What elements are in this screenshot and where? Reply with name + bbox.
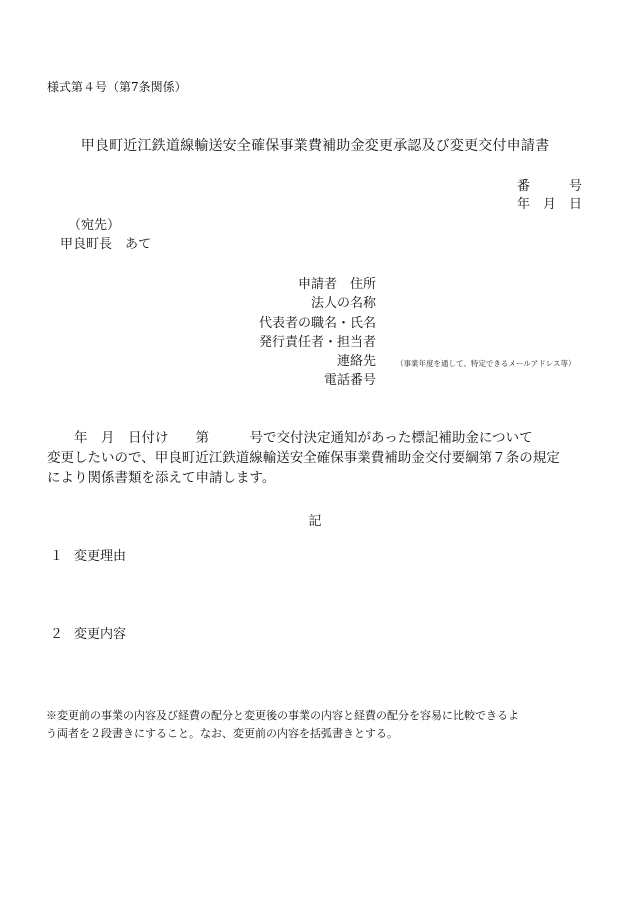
applicant-representative-label: 代表者の職名・氏名	[258, 316, 376, 331]
item-label: 変更内容	[74, 627, 127, 642]
body-line-1: 年 月 日付け 第 号で交付決定通知があった標記補助金について	[47, 430, 533, 446]
applicant-contact-label: 連絡先	[336, 354, 376, 369]
document-title: 甲良町近江鉄道線輸送安全確保事業費補助金変更承認及び変更交付申請書	[80, 138, 550, 154]
addressee-heading: （宛先）	[68, 218, 121, 233]
applicant-corp-name-label: 法人の名称	[310, 296, 376, 311]
addressee-name: 甲良町長 あて	[60, 237, 152, 252]
note-line-1: ※変更前の事業の内容及び経費の配分と変更後の事業の内容と経費の配分を容易に比較できるよ	[46, 709, 519, 722]
applicant-phone-label: 電話番号	[323, 373, 376, 388]
note-line-2: う両者を２段書きにすること。なお、変更前の内容を括弧書きとする。	[46, 727, 398, 740]
item-label: 変更理由	[74, 549, 127, 564]
ki-heading: 記	[308, 514, 322, 529]
document-date-line: 年 月 日	[516, 197, 582, 212]
item-number: ２	[50, 627, 64, 642]
item-number: １	[50, 549, 64, 564]
applicant-address-label: 申請者 住所	[297, 277, 376, 292]
applicant-responsible-label: 発行責任者・担当者	[258, 335, 376, 350]
document-number-line: 番 号	[516, 179, 582, 194]
body-line-2: 変更したいので、甲良町近江鉄道線輸送安全確保事業費補助金交付要綱第７条の規定	[47, 450, 560, 466]
body-line-3: により関係書類を添えて申請します。	[47, 470, 276, 486]
form-number: 様式第４号（第7条関係）	[47, 80, 187, 94]
item-change-reason	[50, 550, 126, 563]
item-change-content	[50, 628, 126, 641]
applicant-contact-note: （事業年度を通して、特定できるメールアドレス等）	[396, 359, 576, 368]
